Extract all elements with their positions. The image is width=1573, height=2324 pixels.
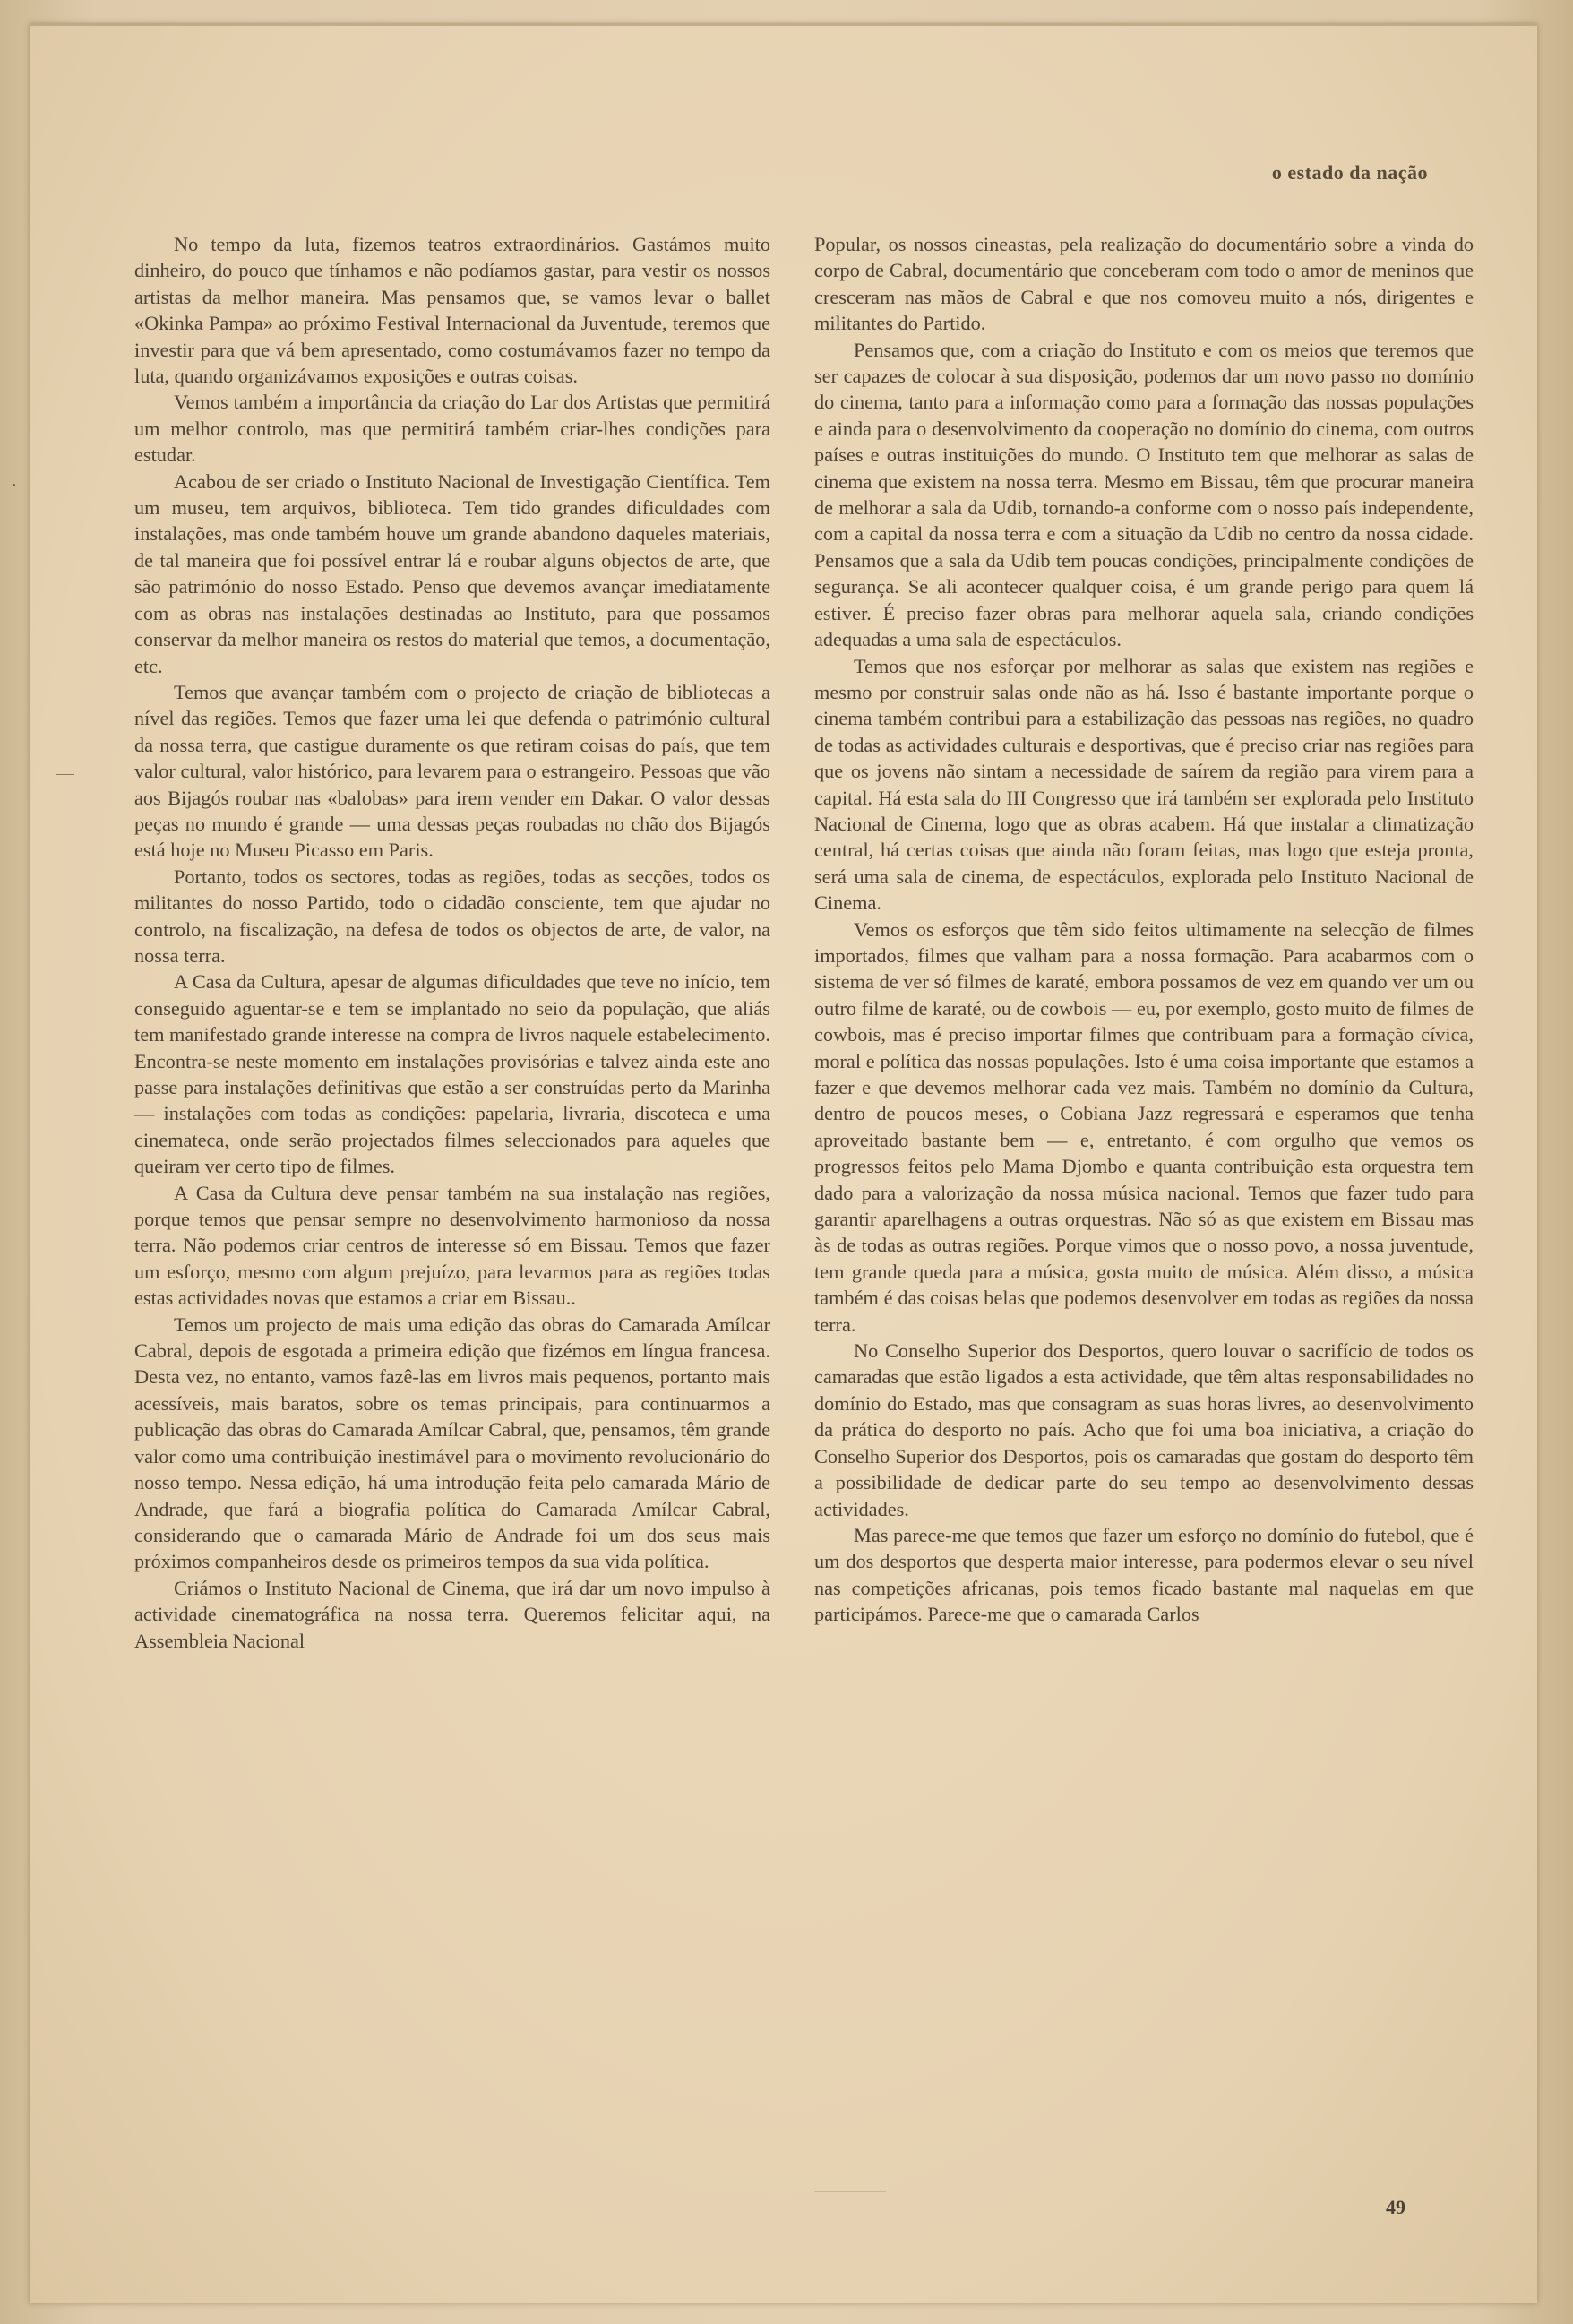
right-column (814, 231, 1474, 1628)
paragraph: Vemos também a importância da criação do Lar dos Artistas que permitirá um melhor controlo, mas que permitirá também criar-lhes condições para estudar. (134, 391, 770, 467)
paragraph: Criámos o Instituto Nacional de Cinema, que irá dar um novo impulso à actividade cinematográfica na nossa terra. Queremos felicitar aqui, na Assembleia Nacional (134, 1576, 770, 1652)
faint-print-mark (814, 2191, 886, 2214)
paragraph: A Casa da Cultura, apesar de algumas dificuldades que teve no início, tem conseguido aguentar-se e tem se implantado no seio da população, que aliás tem manifestado grande interesse na compra de livros naquele estabelecimento. Encontra-se neste momento em instalações provisórias e talvez ainda este ano passe para instalações definitivas que estão a ser construídas perto da Marinha — instalações com todas as condições: papelaria, livraria, discoteca e uma cinemateca, onde serão projectados filmes seleccionados para aqueles que queiram ver certo tipo de filmes. (134, 970, 770, 1178)
paragraph: Temos um projecto de mais uma edição das obras do Camarada Amílcar Cabral, depois de esgotada a primeira edição que fizémos em língua francesa. Desta vez, no entanto, vamos fazê-las em livros mais pequenos, portanto mais acessíveis, mais baratos, sobre os temas principais, para continuarmos a publicação das obras do Camarada Amílcar Cabral, que, pensamos, têm grande valor como uma contribuição inestimável para o movimento revolucionário do nosso tempo. Nessa edição, há uma introdução feita pelo camarada Mário de Andrade, que fará a biografia política do Camarada Amílcar Cabral, considerando que o camarada Mário de Andrade foi um dos seus mais próximos companheiros desde os primeiros tempos da sua vida política. (134, 1313, 770, 1573)
paragraph: No tempo da luta, fizemos teatros extraordinários. Gastámos muito dinheiro, do pouco que tínhamos e não podíamos gastar, para vestir os nossos artistas da melhor maneira. Mas pensamos que, se vamos levar o ballet «Okinka Pampa» ao próximo Festival Internacional da Juventude, teremos que investir para que vá bem apresentado, como costumávamos fazer no tempo da luta, quando organizávamos exposições e outras coisas. (134, 233, 770, 388)
paragraph: A Casa da Cultura deve pensar também na sua instalação nas regiões, porque temos que pensar sempre no desenvolvimento harmonioso da nossa terra. Não podemos criar centros de interesse só em Bissau. Temos que fazer um esforço, mesmo com algum prejuízo, para levarmos para as regiões todas estas actividades novas que estamos a criar em Bissau.. (134, 1181, 770, 1310)
running-head: o estado da nação (1271, 161, 1428, 184)
paragraph: Temos que nos esforçar por melhorar as salas que existem nas regiões e mesmo por construir salas onde não as há. Isso é bastante importante porque o cinema também contribui para a estabilização das pessoas nas regiões, no quadro de todas as actividades culturais e desportivas, que é preciso criar nas regiões para que os jovens não sintam a necessidade de saírem da região para virem para a capital. Há esta sala do III Congresso que irá também ser explorada pelo Instituto Nacional de Cinema, logo que as obras acabem. Há que instalar a climatização central, há certas coisas que ainda não foram feitas, mas logo que esteja pronta, será uma sala de cinema, de espectáculos, explorada pelo Instituto Nacional de Cinema. (814, 654, 1474, 915)
margin-speck (13, 484, 15, 486)
paragraph: Acabou de ser criado o Instituto Nacional de Investigação Científica. Tem um museu, tem arquivos, biblioteca. Tem tido grandes dificuldades com instalações, mas onde também houve um grande abandono daqueles materiais, de tal maneira que foi possível entrar lá e roubar alguns objectos de arte, que são património do nosso Estado. Penso que devemos avançar imediatamente com as obras nas instalações destinadas ao Instituto, para que possamos conservar da melhor maneira os restos do material que temos, a documentação, etc. (134, 469, 770, 677)
page-number: 49 (1386, 2196, 1405, 2218)
left-column (134, 231, 770, 1654)
paragraph: Temos que avançar também com o projecto de criação de bibliotecas a nível das regiões. Temos que fazer uma lei que defenda o património cultural da nossa terra, que castigue duramente os que retiram coisas do país, que tem valor cultural, valor histórico, para levarem para o estrangeiro. Pessoas que vão aos Bijagós roubar nas «balobas» para irem vender em Dakar. O valor dessas peças no mundo é grande — uma dessas peças roubadas no chão dos Bijagós está hoje no Museu Picasso em Paris. (134, 680, 770, 862)
paragraph: Pensamos que, com a criação do Instituto e com os meios que teremos que ser capazes de colocar à sua disposição, podemos dar um novo passo no domínio do cinema, tanto para a informação como para a formação das nossas populações e ainda para o desenvolvimento da cooperação no domínio do cinema, com outros países e outras instituições do mundo. O Instituto tem que melhorar as salas de cinema que existem na nossa terra. Mesmo em Bissau, têm que procurar maneira de melhorar a sala da Udib, tornando-a conforme com o nosso país independente, com a capital da nossa terra e com a situação da Udib no centro da nossa cidade. Pensamos que a sala da Udib tem poucas condições, principalmente condições de segurança. Se ali acontecer qualquer coisa, é um grande perigo para quem lá estiver. É preciso fazer obras para melhorar aquela sala, criando condições adequadas a uma sala de espectáculos. (814, 338, 1474, 651)
paragraph: Vemos os esforços que têm sido feitos ultimamente na selecção de filmes importados, filmes que valham para a nossa formação. Para acabarmos com o sistema de ver só filmes de karaté, embora possamos de vez em quando ver um ou outro filme de karaté, ou de cowbois — eu, por exemplo, gosto muito de filmes de cowbois, mas é preciso importar filmes que contribuam para a formação cívica, moral e política das nossas populações. Isto é uma coisa importante que estamos a fazer e que devemos melhorar cada vez mais. Também no domínio da Cultura, dentro de poucos meses, o Cobiana Jazz regressará e esperamos que tenha aproveitado bastante bem — e, entretanto, é com orgulho que vemos os progressos feitos pelo Mama Djombo e quanta contribuição esta orquestra tem dado para a valorização da nossa música nacional. Temos que fazer tudo para garantir aparelhagens a outras orquestras. Não só as que existem em Bissau mas às de todas as outras regiões. Porque vimos que o nosso povo, a nossa juventude, tem grande queda para a música, gosta muito de música. Além disso, a música também é das coisas belas que podemos desenvolver em todas as regiões da nossa terra. (814, 917, 1474, 1336)
document-page (30, 23, 1537, 2303)
page-top-edge (30, 23, 1537, 26)
paragraph: No Conselho Superior dos Desportos, quero louvar o sacrifício de todos os camaradas que estão ligados a esta actividade, que têm altas responsabilidades no domínio do Estado, mas que consagram as suas horas livres, ao desenvolvimento da prática do desporto no país. Acho que foi uma boa iniciativa, a criação do Conselho Superior dos Desportos, pois os camaradas que gostam do desporto têm a possibilidade de dedicar parte do seu tempo ao desenvolvimento dessas actividades. (814, 1339, 1474, 1520)
paragraph-continuation: Popular, os nossos cineastas, pela realização do documentário sobre a vinda do corpo de Cabral, documentário que conceberam com todo o amor de meninos que cresceram nas mãos de Cabral e que nos comoveu muito a nós, dirigentes e militantes do Partido. (814, 233, 1474, 335)
paragraph: Mas parece-me que temos que fazer um esforço no domínio do futebol, que é um dos desportos que desperta maior interesse, para podermos elevar o seu nível nas competições africanas, pois temos ficado bastante mal naquelas em que participámos. Parece-me que o camarada Carlos (814, 1523, 1474, 1626)
margin-dash (56, 774, 74, 775)
paragraph: Portanto, todos os sectores, todas as regiões, todas as secções, todos os militantes do nosso Partido, todo o cidadão consciente, tem que ajudar no controlo, na fiscalização, na defesa de todos os objectos de arte, de valor, na nossa terra. (134, 865, 770, 967)
